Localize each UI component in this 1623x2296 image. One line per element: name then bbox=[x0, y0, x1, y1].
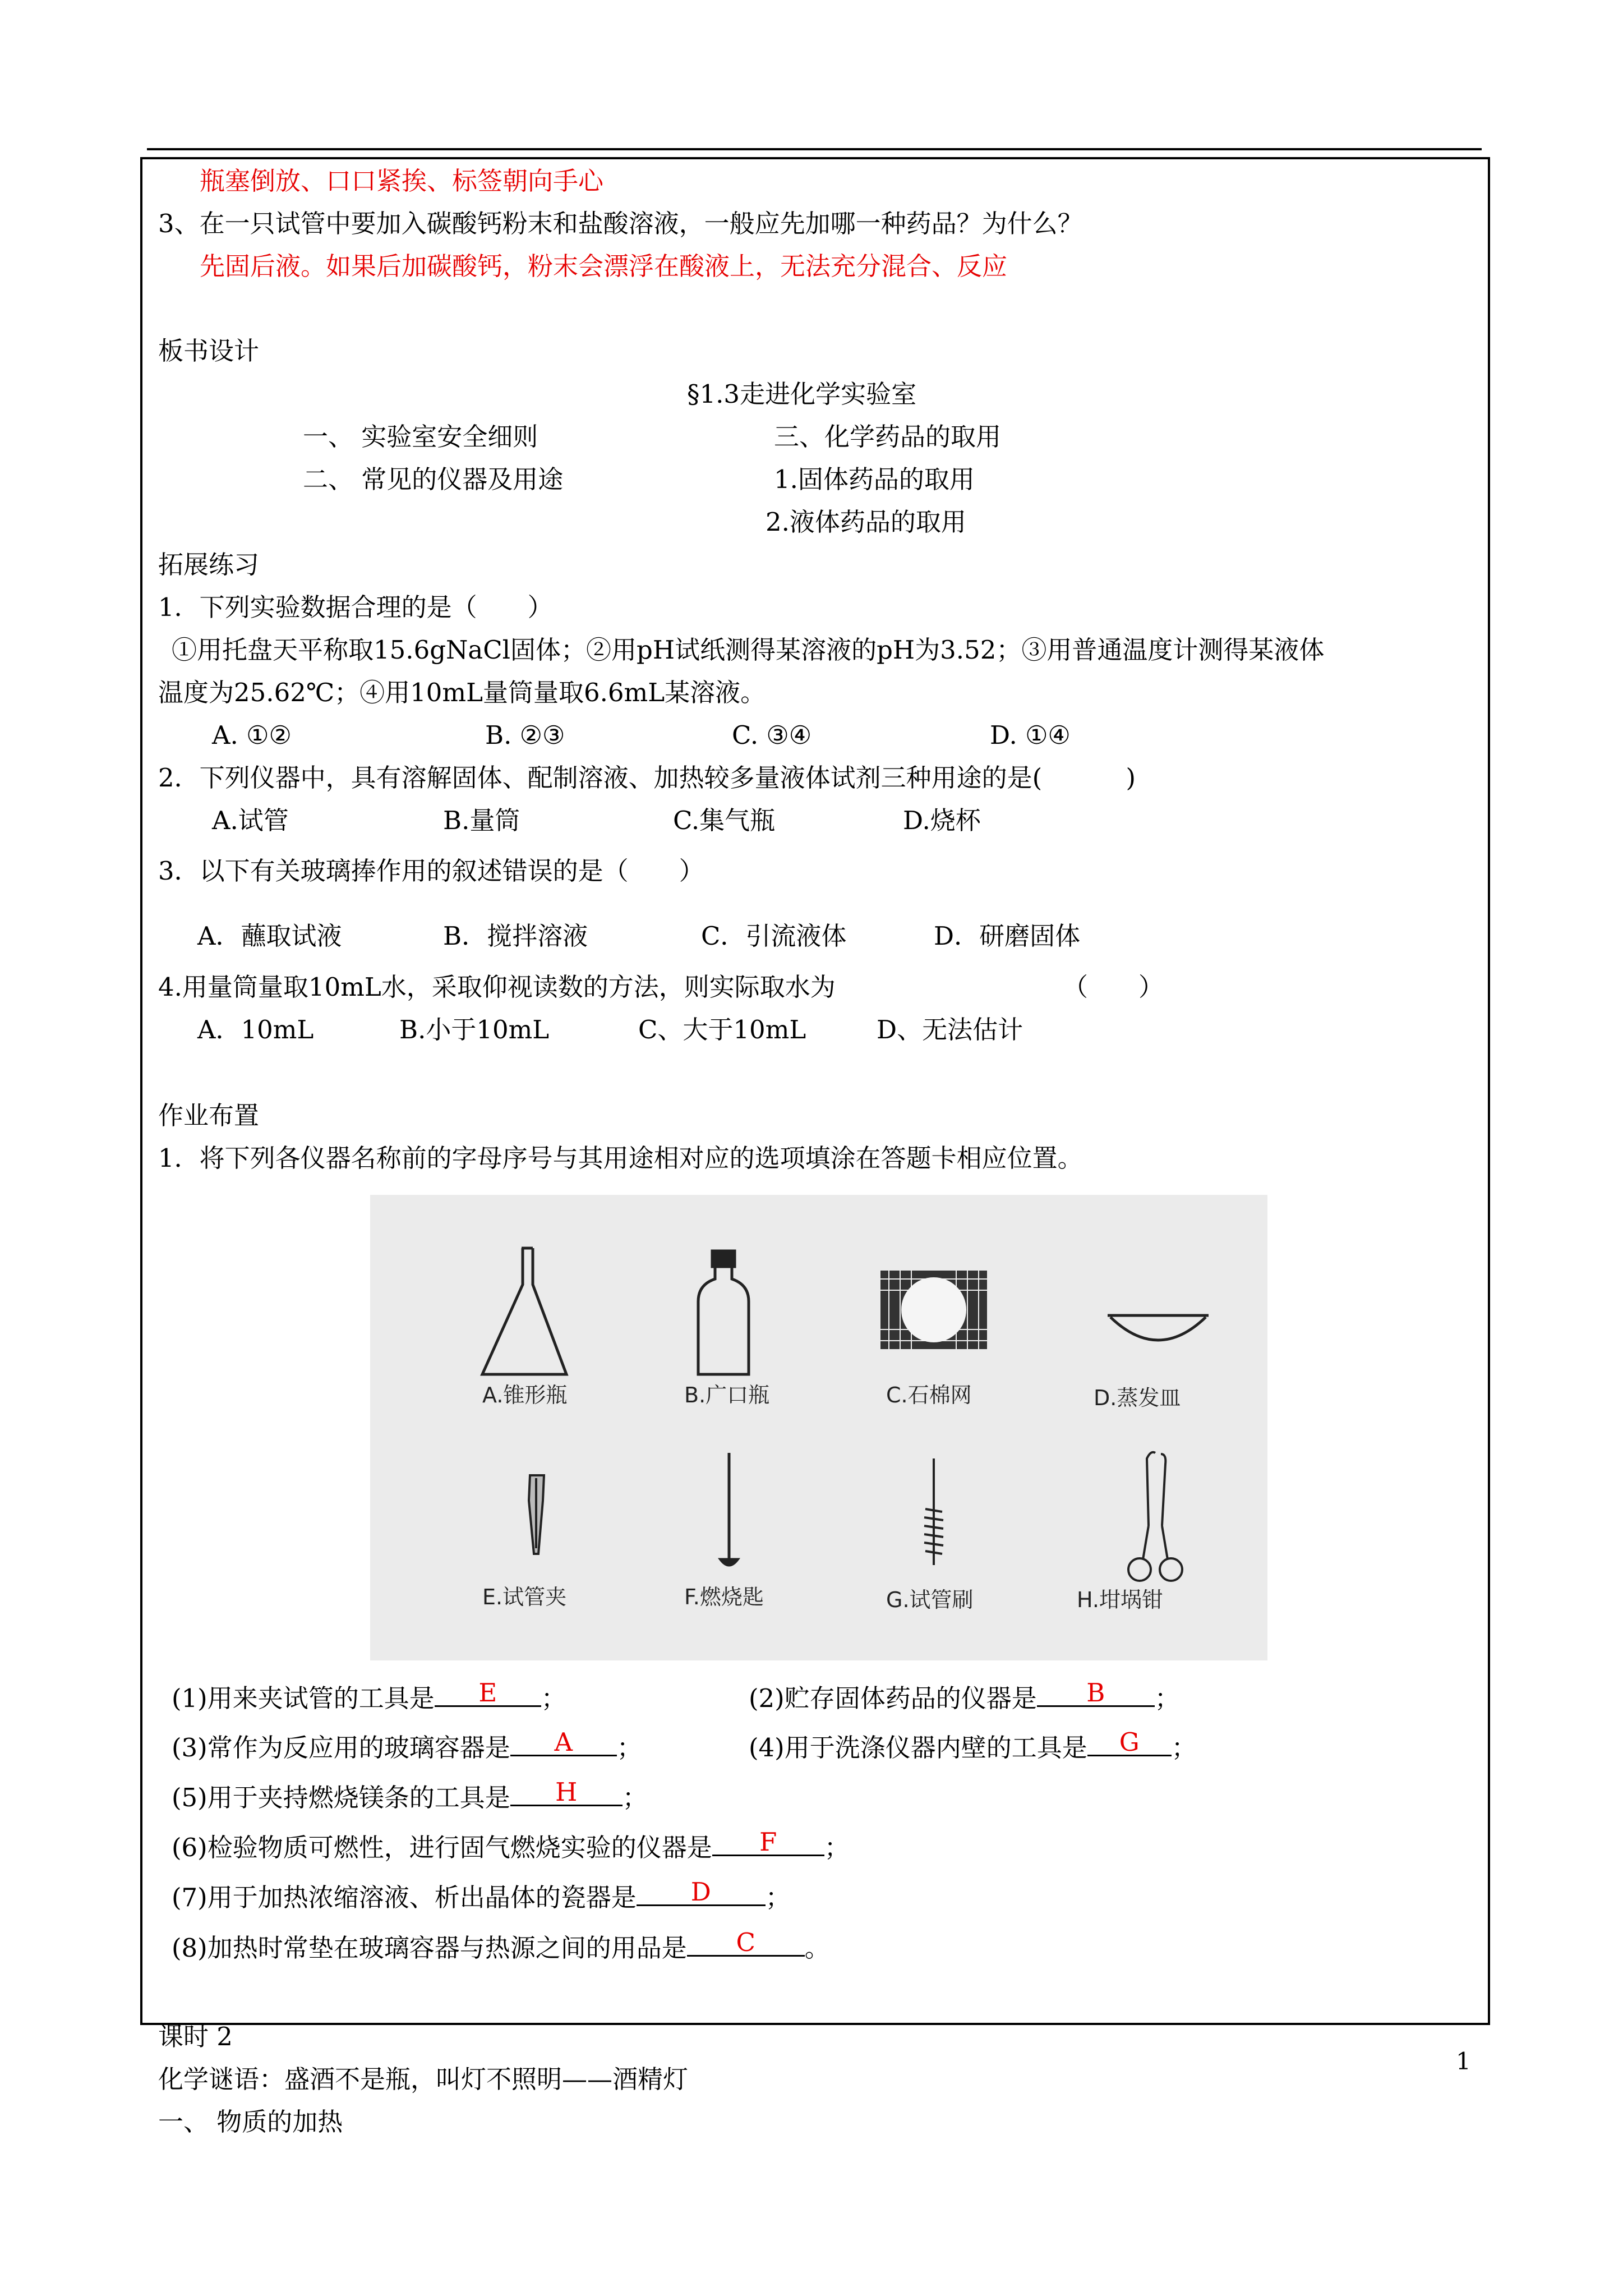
blank-item-2: (2)贮存固体药品的仪器是 B ； bbox=[749, 1678, 1180, 1713]
practice-q4-option-d: D、无法估计 bbox=[877, 1015, 1023, 1045]
test-tube-holder-icon bbox=[529, 1475, 544, 1554]
question-3: 3、在一只试管中要加入碳酸钙粉末和盐酸溶液，一般应先加哪一种药品？为什么？ bbox=[158, 209, 1083, 238]
practice-q4: 4.用量筒量取10mL水，采取仰视读数的方法，则实际取水为 bbox=[158, 972, 836, 1002]
evaporating-dish-icon bbox=[1108, 1315, 1209, 1340]
board-heading: 板书设计 bbox=[158, 336, 260, 366]
practice-q2-option-d: D.烧杯 bbox=[903, 806, 981, 835]
homework-q1: 1．将下列各仪器名称前的字母序号与其用途相对应的选项填涂在答题卡相应位置。 bbox=[158, 1143, 1083, 1173]
practice-q2-option-a: A.试管 bbox=[212, 806, 289, 835]
blank-item-7: (7)用于加热浓缩溶液、析出晶体的瓷器是 D ； bbox=[172, 1877, 791, 1912]
practice-q3-option-d: D．研磨固体 bbox=[934, 921, 1081, 951]
practice-q4-option-a: A．10mL bbox=[197, 1015, 314, 1045]
practice-q2-option-b: B.量筒 bbox=[443, 806, 520, 835]
practice-q3-option-a: A．蘸取试液 bbox=[197, 921, 342, 951]
figure-label-f: F.燃烧匙 bbox=[684, 1585, 764, 1609]
crucible-tongs-icon bbox=[1128, 1452, 1182, 1581]
blank-item-8: (8)加热时常垫在玻璃容器与热源之间的用品是 C 。 bbox=[172, 1927, 830, 1963]
board-item-2: 二、 常见的仪器及用途 bbox=[303, 464, 564, 494]
practice-q1-line2: 温度为25.62℃；④用10mL量筒量取6.6mL某溶液。 bbox=[158, 678, 766, 707]
answer-8: C bbox=[736, 1927, 755, 1957]
practice-q1: 1．下列实验数据合理的是（ ） bbox=[158, 592, 553, 622]
practice-q4-option-c: C、大于10mL bbox=[638, 1015, 806, 1045]
practice-q2: 2．下列仪器中，具有溶解固体、配制溶液、加热较多量液体试剂三种用途的是( ) bbox=[158, 763, 1136, 793]
figure-label-b: B.广口瓶 bbox=[684, 1383, 770, 1407]
figure-label-g: G.试管刷 bbox=[886, 1588, 974, 1612]
figure-label-e: E.试管夹 bbox=[482, 1585, 567, 1609]
answer-5: H bbox=[555, 1777, 578, 1807]
answer-3: A bbox=[554, 1727, 573, 1757]
blank-item-3: (3)常作为反应用的玻璃容器是 A ； bbox=[172, 1727, 642, 1763]
blank-item-5: (5)用于夹持燃烧镁条的工具是 H ； bbox=[172, 1777, 648, 1812]
practice-heading: 拓展练习 bbox=[158, 550, 260, 579]
practice-q4-paren: （ ） bbox=[1063, 972, 1164, 1002]
test-tube-brush-icon bbox=[924, 1458, 943, 1565]
answer-4: G bbox=[1119, 1727, 1140, 1757]
page-number: 1 bbox=[1456, 2047, 1471, 2075]
instrument-drawings bbox=[370, 1195, 1267, 1660]
answer-6: F bbox=[759, 1827, 777, 1857]
instrument-figure bbox=[370, 1195, 1267, 1660]
blank-item-1: (1)用来夹试管的工具是 E ； bbox=[172, 1678, 566, 1713]
board-sub-2: 2.液体药品的取用 bbox=[766, 507, 966, 537]
board-item-1: 一、 实验室安全细则 bbox=[303, 422, 538, 452]
answer-1: E bbox=[478, 1678, 497, 1708]
board-item-3: 三、化学药品的取用 bbox=[774, 422, 1002, 452]
practice-q1-option-a: A. ①② bbox=[212, 720, 292, 750]
practice-q3-option-b: B．搅拌溶液 bbox=[443, 921, 588, 951]
answer-2: B bbox=[1086, 1678, 1105, 1708]
practice-q1-option-b: B. ②③ bbox=[485, 720, 565, 750]
practice-q1-line1: ①用托盘天平称取15.6gNaCl固体；②用pH试纸测得某溶液的pH为3.52；③用普通温度计测得某液体 bbox=[172, 635, 1325, 665]
asbestos-gauze-icon bbox=[880, 1271, 987, 1349]
practice-q3: 3．以下有关玻璃捧作用的叙述错误的是（ ） bbox=[158, 856, 704, 886]
figure-label-c: C.石棉网 bbox=[886, 1383, 972, 1407]
answer-3: 先固后液。如果后加碳酸钙，粉末会漂浮在酸液上，无法充分混合、反应 bbox=[200, 251, 1008, 281]
practice-q1-option-c: C. ③④ bbox=[732, 720, 812, 750]
practice-q4-option-b: B.小于10mL bbox=[399, 1015, 550, 1045]
board-sub-1: 1.固体药品的取用 bbox=[774, 464, 975, 494]
board-title: §1.3走进化学实验室 bbox=[687, 379, 917, 409]
wide-mouth-bottle-icon bbox=[698, 1251, 749, 1374]
lesson2-heading: 课时 2 bbox=[158, 2022, 233, 2051]
homework-heading: 作业布置 bbox=[158, 1101, 260, 1130]
conical-flask-icon bbox=[482, 1248, 566, 1374]
practice-q1-option-d: D. ①④ bbox=[990, 720, 1071, 750]
answer-7: D bbox=[690, 1877, 711, 1907]
practice-q3-option-c: C．引流液体 bbox=[701, 921, 847, 951]
figure-label-d: D.蒸发皿 bbox=[1094, 1386, 1181, 1410]
practice-q2-option-c: C.集气瓶 bbox=[673, 806, 776, 835]
lesson2-riddle: 化学谜语：盛酒不是瓶，叫灯不照明——酒精灯 bbox=[158, 2064, 689, 2094]
blank-item-4: (4)用于洗涤仪器内壁的工具是 G ； bbox=[749, 1727, 1197, 1763]
combustion-spoon-icon bbox=[721, 1453, 737, 1565]
lesson2-section: 一、 物质的加热 bbox=[158, 2107, 343, 2137]
blank-item-6: (6)检验物质可燃性，进行固气燃烧实验的仪器是 F ； bbox=[172, 1827, 850, 1862]
header-rule bbox=[147, 148, 1482, 150]
figure-label-a: A.锥形瓶 bbox=[482, 1383, 568, 1407]
figure-label-h: H.坩埚钳 bbox=[1077, 1588, 1163, 1612]
top-answer: 瓶塞倒放、口口紧挨、标签朝向手心 bbox=[200, 166, 604, 196]
